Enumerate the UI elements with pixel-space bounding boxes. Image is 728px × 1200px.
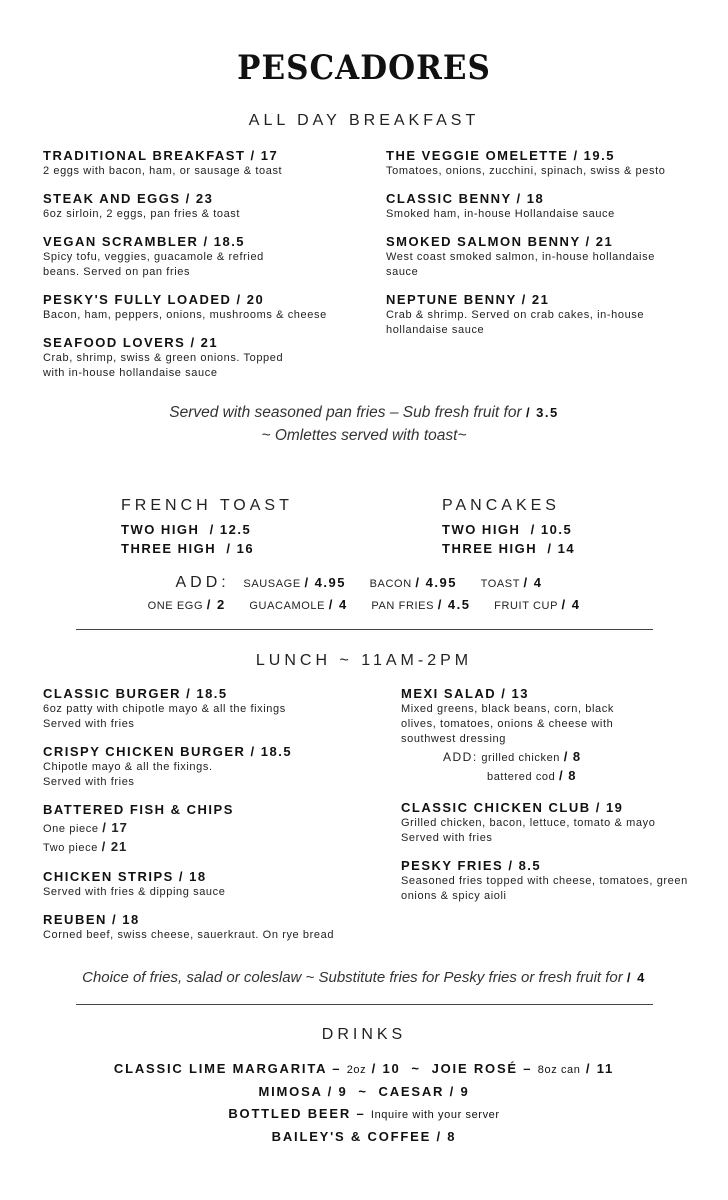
item-desc: Smoked ham, in-house Hollandaise sauce [386, 208, 615, 220]
item-desc: Served with fries & dipping sauce [43, 886, 226, 898]
lunch-note-text: Choice of fries, salad or coleslaw ~ Substitute fries for Pesky fries or fresh fruit for [82, 969, 623, 986]
divider [76, 1004, 653, 1005]
menu-item [43, 234, 373, 280]
french-toast-three-high: THREE HIGH / 16 [121, 541, 255, 556]
menu-item [43, 148, 373, 179]
item-desc: 2 eggs with bacon, ham, or sausage & toast [43, 165, 283, 177]
item-desc: West coast smoked salmon, in-house hollandaise sauce [386, 251, 655, 278]
addon-item: ONE EGG / 2 [147, 597, 226, 612]
french-toast-heading: FRENCH TOAST [121, 497, 293, 514]
menu-item [401, 686, 691, 786]
item-name: SMOKED SALMON BENNY / 21 [386, 234, 614, 249]
item-desc: Seasoned fries topped with cheese, tomatoes, green onions & spicy aioli [401, 875, 688, 902]
item-name: CRISPY CHICKEN BURGER / 18.5 [43, 744, 293, 759]
salad-addon-label: ADD: [443, 750, 478, 764]
drinks-list [0, 1058, 728, 1148]
item-desc: Chipotle mayo & all the fixings. Served with fries [43, 761, 213, 788]
addons-label: ADD: [175, 574, 230, 591]
item-desc: Corned beef, swiss cheese, sauerkraut. On rye bread [43, 929, 335, 941]
breakfast-note-price: / 3.5 [525, 405, 559, 420]
menu-item [43, 802, 383, 857]
lunch-right-column [401, 686, 691, 916]
menu-item [43, 191, 373, 222]
salad-addon: ADD: grilled chicken / 8 [443, 749, 582, 764]
breakfast-right-column [386, 148, 686, 350]
pancakes-heading: PANCAKES [442, 497, 560, 514]
divider [76, 629, 653, 630]
breakfast-left-column [43, 148, 373, 393]
item-name: CLASSIC BENNY / 18 [386, 191, 545, 206]
breakfast-note [0, 401, 728, 447]
lunch-left-column [43, 686, 383, 955]
addon-item: SAUSAGE / 4.95 [243, 575, 346, 590]
lunch-note [0, 966, 728, 989]
breakfast-addons [0, 573, 728, 616]
item-name: CHICKEN STRIPS / 18 [43, 869, 207, 884]
item-name: NEPTUNE BENNY / 21 [386, 292, 550, 307]
item-name: MEXI SALAD / 13 [401, 686, 529, 701]
item-name: PESKY'S FULLY LOADED / 20 [43, 292, 265, 307]
addon-item: GUACAMOLE / 4 [249, 597, 348, 612]
drink-line: BOTTLED BEER – Inquire with your server [228, 1106, 500, 1121]
item-name: PESKY FRIES / 8.5 [401, 858, 542, 873]
item-name: THE VEGGIE OMELETTE / 19.5 [386, 148, 615, 163]
lunch-note-price: / 4 [626, 970, 646, 985]
drink-line: BAILEY'S & COFFEE / 8 [271, 1129, 457, 1144]
item-desc: 6oz sirloin, 2 eggs, pan fries & toast [43, 208, 241, 220]
item-desc: 6oz patty with chipotle mayo & all the fixings Served with fries [43, 703, 286, 730]
addon-item: TOAST / 4 [480, 575, 543, 590]
menu-item [43, 686, 383, 732]
item-desc: Bacon, ham, peppers, onions, mushrooms & cheese [43, 309, 327, 321]
menu-item [401, 800, 691, 846]
item-name: CLASSIC BURGER / 18.5 [43, 686, 228, 701]
item-name: SEAFOOD LOVERS / 21 [43, 335, 219, 350]
item-name: BATTERED FISH & CHIPS [43, 802, 234, 817]
french-toast-two-high: TWO HIGH / 12.5 [121, 522, 252, 537]
pancakes-three-high: THREE HIGH / 14 [442, 541, 576, 556]
restaurant-title: PESCADORES [237, 48, 491, 88]
menu-item [43, 744, 383, 790]
menu-item [43, 912, 383, 943]
fish-option: Two piece / 21 [43, 839, 128, 854]
item-name: VEGAN SCRAMBLER / 18.5 [43, 234, 246, 249]
addon-item: BACON / 4.95 [369, 575, 457, 590]
menu-item [401, 858, 691, 904]
item-desc: Tomatoes, onions, zucchini, spinach, swiss & pesto [386, 165, 666, 177]
pancakes-block [442, 496, 575, 558]
item-desc: Mixed greens, black beans, corn, black olives, tomatoes, onions & cheese with southwest dressing [401, 703, 614, 745]
item-desc: Crab, shrimp, swiss & green onions. Topped with in-house hollandaise sauce [43, 352, 284, 379]
item-desc: Crab & shrimp. Served on crab cakes, in-house hollandaise sauce [386, 309, 645, 336]
menu-item [386, 292, 686, 338]
menu-item [386, 148, 686, 179]
breakfast-note-line1: Served with seasoned pan fries – Sub fresh fruit for [169, 404, 522, 421]
section-heading-drinks: DRINKS [321, 1026, 407, 1043]
french-toast-block [121, 496, 293, 558]
menu-item [386, 234, 686, 280]
salad-addon: battered cod / 8 [487, 768, 577, 783]
menu-item [43, 869, 383, 900]
fish-option: One piece / 17 [43, 820, 128, 835]
item-desc: Spicy tofu, veggies, guacamole & refried beans. Served on pan fries [43, 251, 264, 278]
menu-item [386, 191, 686, 222]
drink-line: MIMOSA / 9 ~ CAESAR / 9 [258, 1084, 470, 1099]
item-desc: Grilled chicken, bacon, lettuce, tomato & mayo Served with fries [401, 817, 656, 844]
section-heading-lunch: LUNCH ~ 11AM-2PM [255, 652, 473, 669]
drink-line: CLASSIC LIME MARGARITA – 2oz / 10 ~ JOIE ROSÉ – 8oz can / 11 [113, 1061, 615, 1076]
item-name: REUBEN / 18 [43, 912, 140, 927]
addon-item: PAN FRIES / 4.5 [371, 597, 471, 612]
menu-item [43, 335, 373, 381]
item-name: TRADITIONAL BREAKFAST / 17 [43, 148, 279, 163]
menu-item [43, 292, 373, 323]
section-heading-breakfast: ALL DAY BREAKFAST [248, 112, 480, 129]
addon-item: FRUIT CUP / 4 [494, 597, 581, 612]
pancakes-two-high: TWO HIGH / 10.5 [442, 522, 573, 537]
breakfast-note-line2: ~ Omlettes served with toast~ [261, 427, 467, 444]
item-name: CLASSIC CHICKEN CLUB / 19 [401, 800, 624, 815]
item-name: STEAK AND EGGS / 23 [43, 191, 214, 206]
